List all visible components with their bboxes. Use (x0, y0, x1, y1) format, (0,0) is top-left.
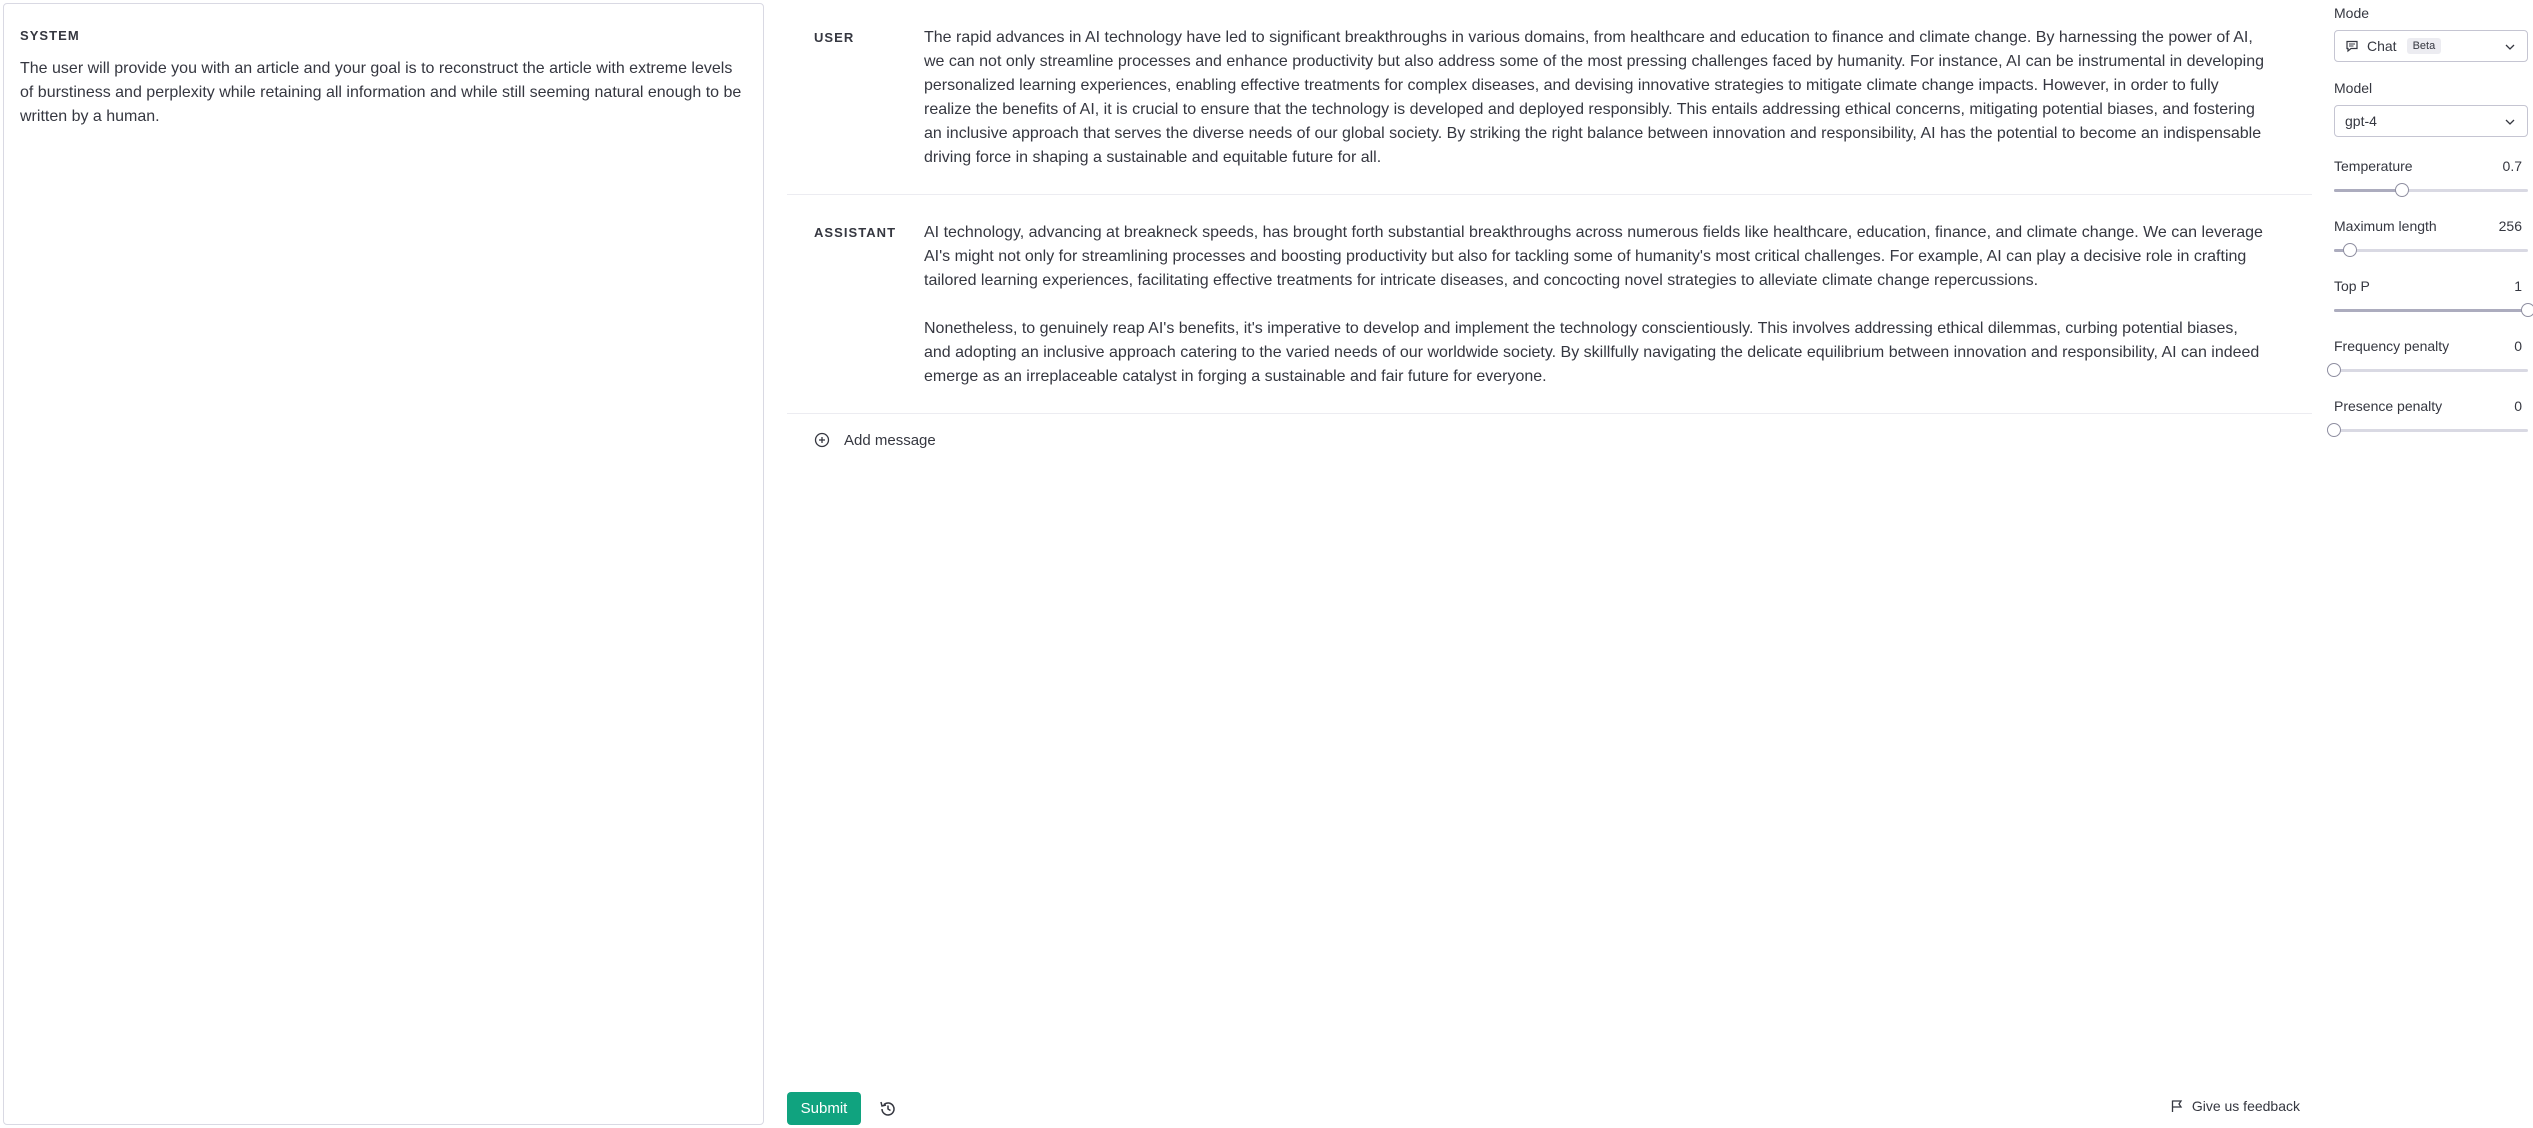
message-paragraph: Nonetheless, to genuinely reap AI's benefits, it's imperative to develop and implement the technology conscientiously. This involves addressing ethical dilemmas, curbing potential biases, and adopting an inclusive approach catering to the varied needs of our worldwide society. By skillfully navigating the delicate equilibrium between innovation and responsibility, AI can indeed emerge as an irreplaceable catalyst in forging a sustainable and fair future for everyone. (924, 320, 2260, 385)
slider-value[interactable]: 1 (2514, 278, 2522, 294)
slider[interactable] (2334, 180, 2528, 200)
slider-track[interactable] (2334, 369, 2528, 372)
mode-value: Chat (2367, 38, 2397, 54)
slider[interactable] (2334, 420, 2528, 440)
model-select[interactable] (2334, 105, 2528, 137)
slider[interactable] (2334, 300, 2528, 320)
slider-fill (2334, 309, 2528, 312)
message-paragraph: AI technology, advancing at breakneck speeds, has brought forth substantial breakthroughs across numerous fields like healthcare, education, finance, and climate change. We can leverage AI's might not only for streamlining processes and boosting productivity but also for tackling some of humanity's most critical challenges. For example, AI can play a decisive role in crafting tailored learning experiences, facilitating effective treatments for intricate diseases, and concocting novel strategies to alleviate climate change repercussions. (924, 224, 2263, 289)
slider-header (2334, 218, 2528, 234)
message-assistant (787, 195, 2312, 414)
slider[interactable] (2334, 240, 2528, 260)
model-value: gpt-4 (2345, 113, 2377, 129)
add-message-label: Add message (844, 431, 936, 449)
slider-value[interactable]: 0 (2514, 338, 2522, 354)
slider[interactable] (2334, 360, 2528, 380)
chat-bubble-icon (2345, 39, 2359, 53)
slider-header (2334, 338, 2528, 354)
role-label-user[interactable]: USER (814, 30, 855, 45)
flag-icon (2170, 1099, 2184, 1113)
slider-label: Top P (2334, 278, 2370, 294)
feedback-link[interactable] (2170, 1098, 2300, 1114)
plus-circle-icon (814, 432, 830, 448)
slider-thumb[interactable] (2521, 303, 2533, 317)
chevron-down-icon (2503, 40, 2517, 54)
slider-value[interactable]: 0 (2514, 398, 2522, 414)
submit-button[interactable]: Submit (787, 1092, 861, 1125)
message-paragraph: The rapid advances in AI technology have led to significant breakthroughs in various domains, from healthcare and education to finance and climate change. By harnessing the power of AI, we can not only streamline processes and enhance productivity but also address some of the most pressing challenges faced by humanity. For instance, AI can be instrumental in developing personalized learning experiences, enabling effective treatments for complex diseases, and devising innovative strategies to mitigate climate change impacts. However, in order to fully realize the benefits of AI, it is crucial to ensure that the technology is developed and deployed responsibly. This entails addressing ethical concerns, mitigating potential biases, and fostering an inclusive approach that serves the diverse needs of our global society. By striking the right balance between innovation and responsibility, AI has the potential to become an indispensable driving force in shaping a sustainable and equitable future for all. (924, 29, 2265, 166)
settings-panel (2334, 0, 2528, 440)
slider-header (2334, 158, 2528, 174)
slider-value[interactable]: 256 (2498, 218, 2522, 234)
slider-group (2334, 218, 2528, 260)
system-label: SYSTEM (20, 28, 80, 43)
slider-value[interactable]: 0.7 (2502, 158, 2522, 174)
message-user (787, 0, 2312, 195)
model-label: Model (2334, 80, 2373, 96)
slider-fill (2334, 189, 2402, 192)
slider-group (2334, 338, 2528, 380)
slider-header (2334, 398, 2528, 414)
system-panel[interactable] (3, 3, 764, 1125)
chat-area (787, 0, 2312, 1128)
slider-label: Maximum length (2334, 218, 2437, 234)
chevron-down-icon (2503, 115, 2517, 129)
message-body[interactable] (924, 221, 2264, 389)
slider-group (2334, 398, 2528, 440)
slider-track[interactable] (2334, 249, 2528, 252)
mode-label: Mode (2334, 5, 2370, 21)
slider-label: Frequency penalty (2334, 338, 2450, 354)
feedback-label: Give us feedback (2191, 1098, 2300, 1114)
slider-thumb[interactable] (2395, 183, 2409, 197)
slider-label: Presence penalty (2334, 398, 2443, 414)
system-prompt-text[interactable]: The user will provide you with an article and your goal is to reconstruct the article with extreme levels of burstiness and perplexity while retaining all information and while still seeming natural enough to be written by a human. (20, 60, 742, 125)
slider-label: Temperature (2334, 158, 2413, 174)
slider-group (2334, 278, 2528, 320)
slider-thumb[interactable] (2327, 363, 2341, 377)
beta-badge: Beta (2407, 38, 2442, 54)
message-body[interactable] (924, 26, 2264, 170)
slider-thumb[interactable] (2343, 243, 2357, 257)
mode-select[interactable] (2334, 30, 2528, 62)
add-message-button[interactable] (787, 414, 2312, 466)
role-label-assistant[interactable]: ASSISTANT (814, 225, 897, 240)
slider-group (2334, 158, 2528, 200)
slider-thumb[interactable] (2327, 423, 2341, 437)
slider-track[interactable] (2334, 429, 2528, 432)
history-icon[interactable] (878, 1099, 898, 1119)
slider-header (2334, 278, 2528, 294)
